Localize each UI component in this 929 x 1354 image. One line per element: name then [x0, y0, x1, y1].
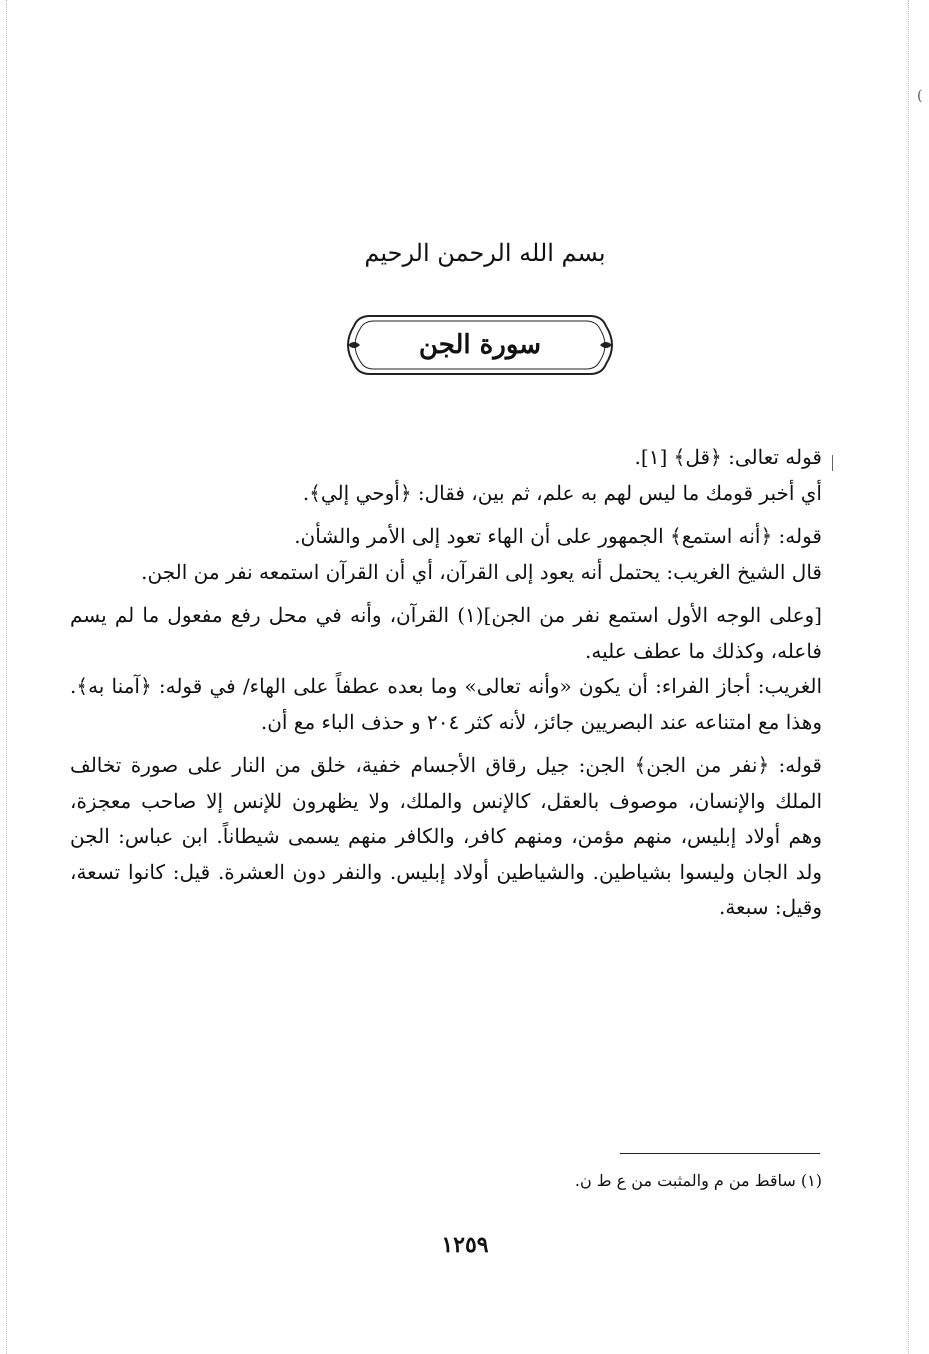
margin-mark: ( — [917, 88, 923, 104]
main-text — [70, 440, 822, 926]
page-number: ١٢٥٩ — [441, 1232, 489, 1258]
text-line: قوله: ﴿أنه استمع﴾ الجمهور على أن الهاء تعود إلى الأمر والشأن. — [294, 524, 822, 548]
scan-edge-left — [6, 0, 7, 1354]
text-line: قوله: ﴿نفر من الجن﴾ الجن: جيل رقاق الأجسام خفية، خلق من النار على صورة تخالف الملك والإنسان، موصوف بالعقل، كالإنس والملك، ولا يظهرون للإنس إلا صاحب معجزة، وهم أولاد إبليس، منهم مؤمن، ومنهم كافر، والكافر منهم يسمى شيطاناً. ابن عباس: الجن ولد الجان وليسوا بشياطين. والشياطين أولاد إبليس. والنفر دون العشرة. قيل: كانوا تسعة، وقيل: سبعة. — [70, 753, 822, 919]
surah-title: سورة الجن — [418, 330, 542, 360]
text-line: [وعلى الوجه الأول استمع نفر من الجن](١) القرآن، وأنه في محل رفع مفعول ما لم يسم فاعله، وكذلك ما عطف عليه. — [70, 603, 822, 663]
text-line: قوله تعالى: ﴿قل﴾ [١]. — [634, 445, 822, 469]
surah-title-frame — [340, 312, 620, 378]
scan-edge-right — [908, 0, 909, 1354]
basmala-calligraphy: بسم الله الرحمن الرحيم — [364, 239, 606, 267]
footnote-divider — [620, 1153, 820, 1154]
footnote: (١) ساقط من م والمثبت من ع ط ن. — [574, 1171, 822, 1190]
text-line: الغريب: أجاز الفراء: أن يكون «وأنه تعالى» وما بعده عطفاً على الهاء/ في قوله: ﴿آمنا به﴾. وهذا مع امتناعه عند البصريين جائز، لأنه كثر ٢٠٤ و حذف الباء مع أن. — [70, 674, 822, 734]
text-line: أي أخبر قومك ما ليس لهم به علم، ثم بين، فقال: ﴿أوحي إلي﴾. — [302, 480, 822, 505]
margin-tick — [832, 455, 833, 471]
text-line: قال الشيخ الغريب: يحتمل أنه يعود إلى القرآن، أي أن القرآن استمعه نفر من الجن. — [141, 559, 822, 584]
